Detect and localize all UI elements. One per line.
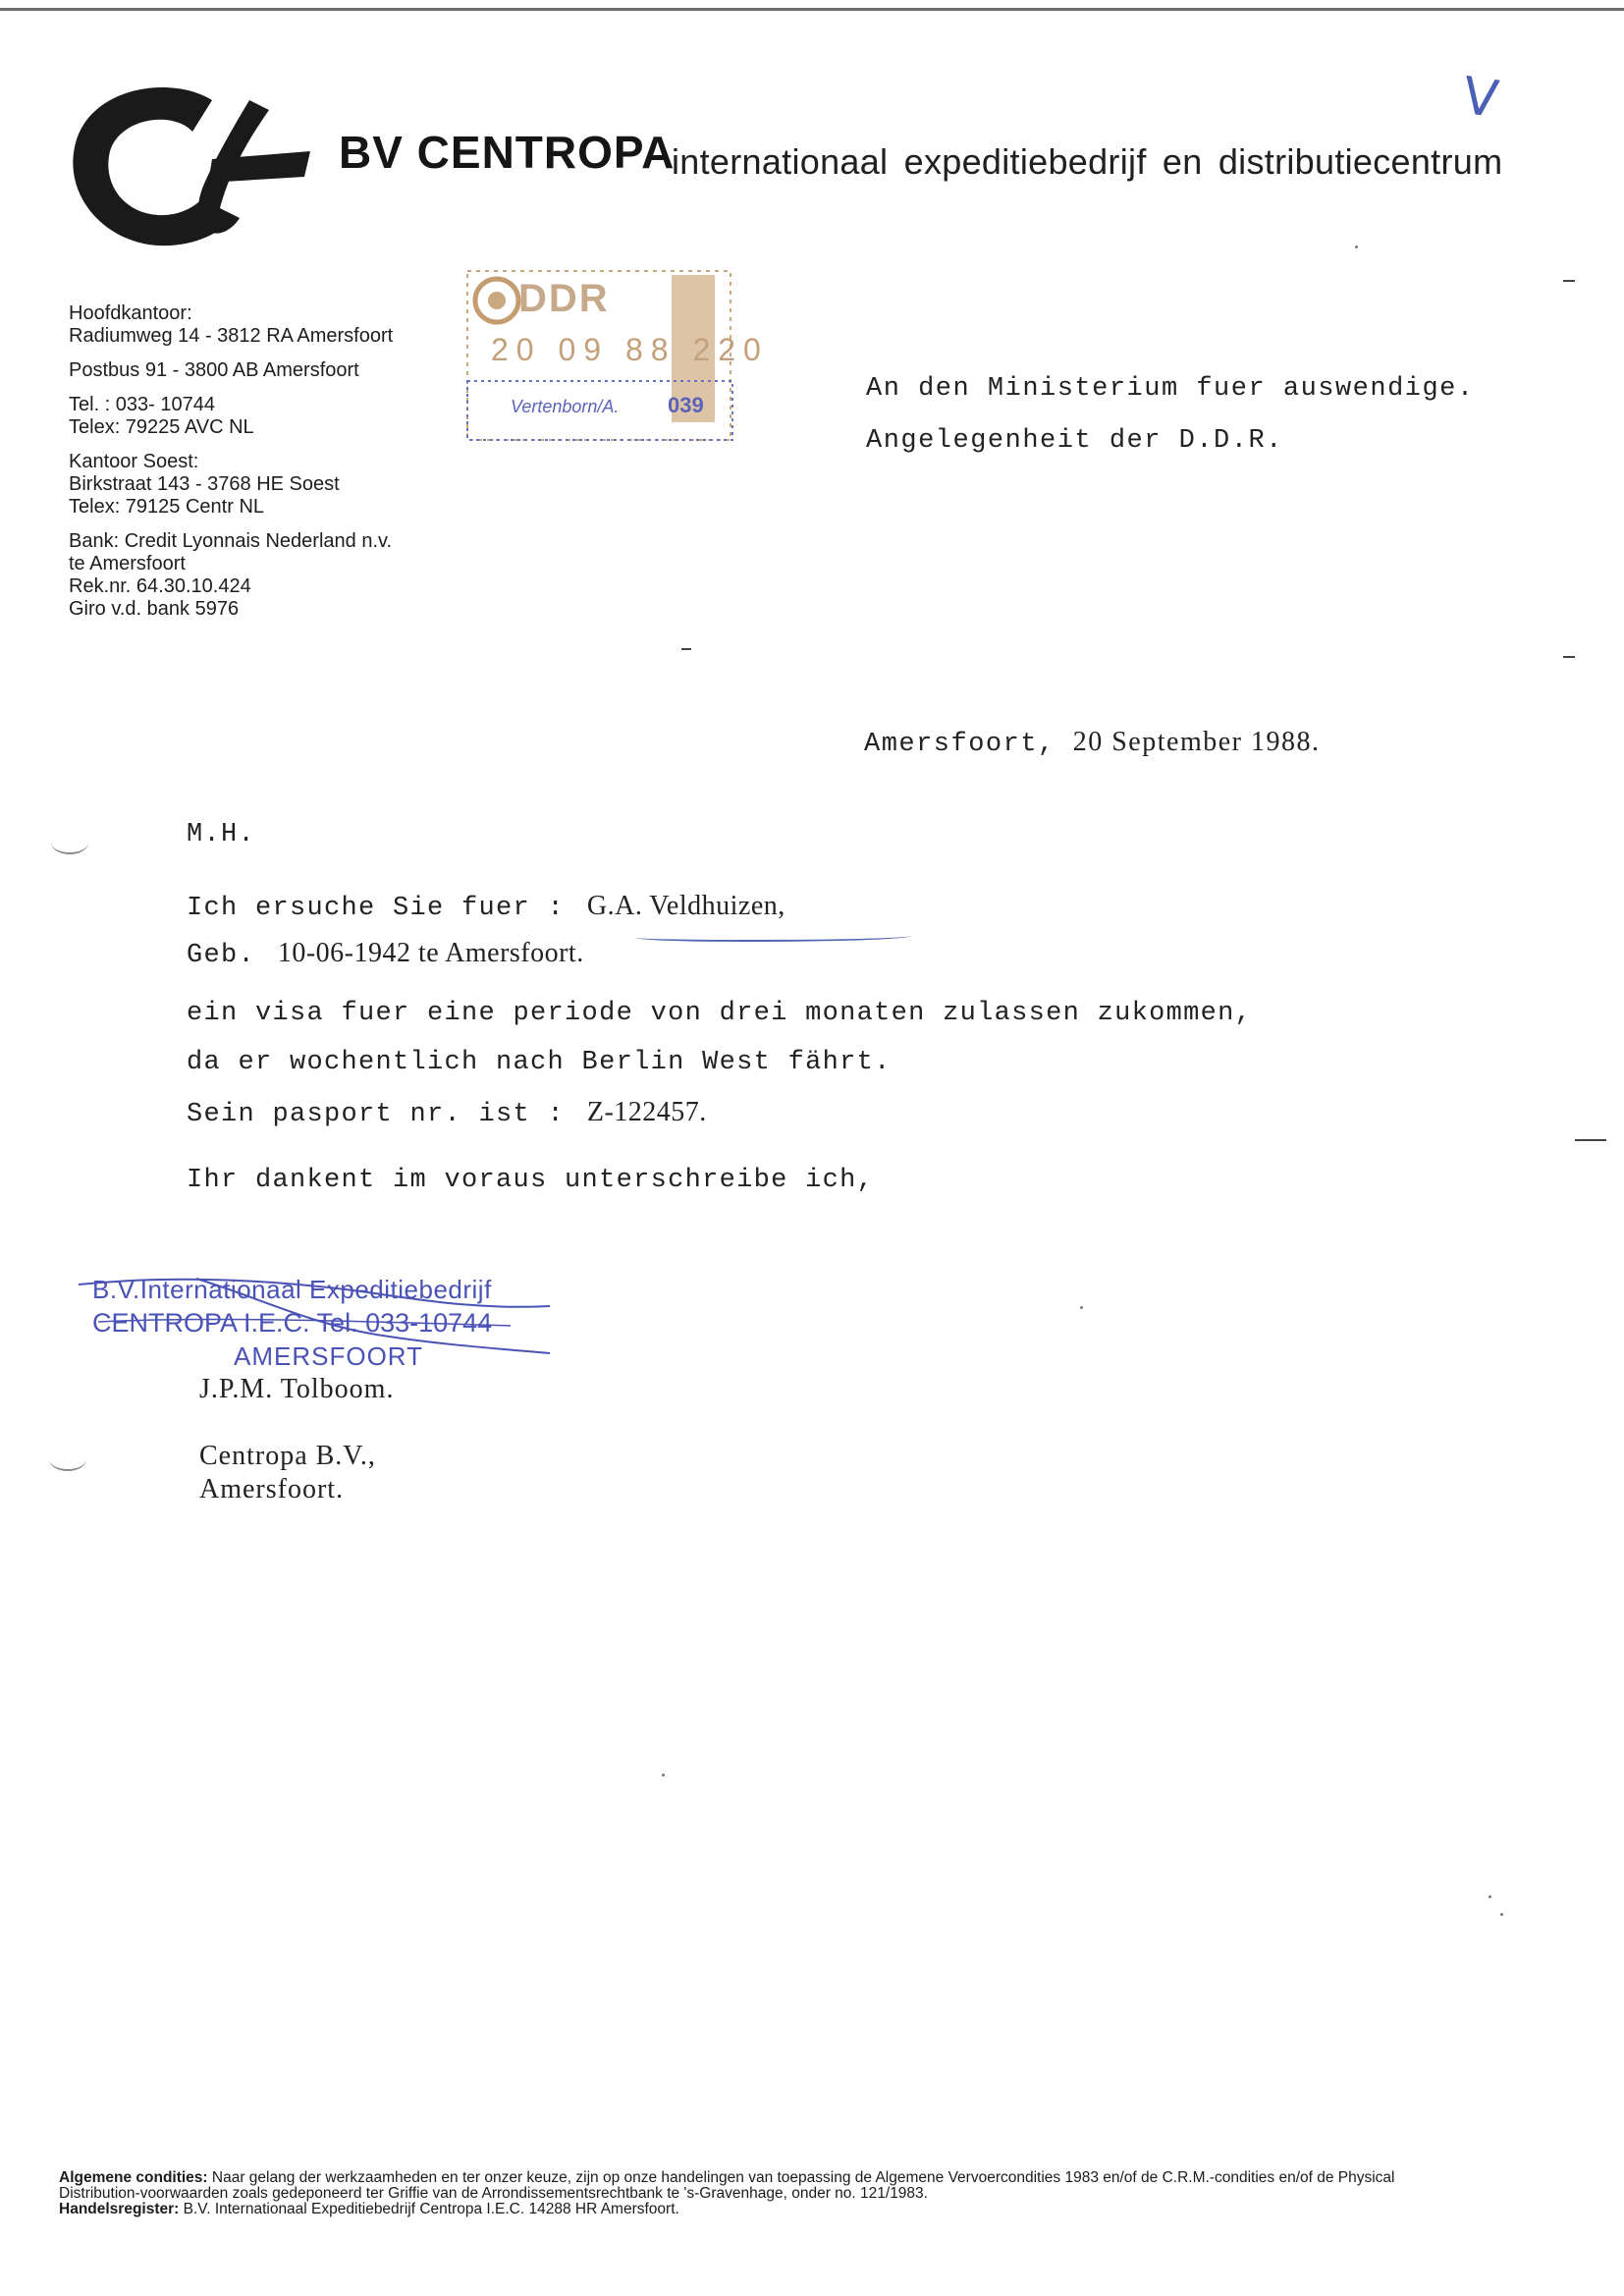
born-value: 10-06-1942 te Amersfoort.	[277, 938, 584, 968]
date-place: Amersfoort,	[864, 730, 1056, 759]
signature-scribble-icon	[59, 1267, 609, 1375]
register-label: Handelsregister:	[59, 2201, 180, 2217]
brand-tagline: internationaal expeditiebedrijf en distributiecentrum	[672, 141, 1503, 182]
signer-city: Amersfoort.	[199, 1474, 345, 1504]
punch-hole-icon	[51, 831, 88, 854]
conditions-line-2: Distribution-voorwaarden zoals gedeponeerd ter Griffie van de Arrondissementsrechtbank te 's-Gravenhage, onder no. 121/1983.	[59, 2185, 928, 2202]
passport-number: Z-122457.	[586, 1097, 707, 1127]
request-prefix: Ich ersuche Sie fuer :	[187, 894, 566, 923]
paper-speck	[1489, 1895, 1491, 1898]
birth-line	[187, 938, 584, 970]
office-line: Telex: 79225 AVC NL	[69, 416, 254, 438]
closing-line: Ihr dankent im voraus unterschreibe ich,	[187, 1166, 875, 1195]
fold-mark	[1575, 1139, 1606, 1141]
request-line	[187, 891, 785, 923]
office-line: Birkstraat 143 - 3768 HE Soest	[69, 473, 340, 495]
office-line: Radiumweg 14 - 3812 RA Amersfoort	[69, 325, 394, 347]
register-line	[59, 2202, 1551, 2217]
recipient-line-2: Angelegenheit der D.D.R.	[866, 426, 1283, 456]
postage-meter-stamp	[461, 263, 769, 446]
conditions-line	[59, 2170, 1551, 2186]
office-line: Telex: 79125 Centr NL	[69, 496, 265, 518]
recipient-line-1: An den Ministerium fuer auswendige.	[866, 374, 1475, 404]
office-line: te Amersfoort	[69, 553, 186, 574]
passport-prefix: Sein pasport nr. ist :	[187, 1100, 566, 1129]
born-prefix: Geb.	[187, 941, 256, 970]
company-address-block	[69, 302, 461, 632]
bank-block	[69, 530, 461, 621]
meter-place: Vertenborn/A.	[511, 397, 620, 416]
page-top-edge	[0, 8, 1624, 11]
travel-line: da er wochentlich nach Berlin West fährt.	[187, 1048, 892, 1077]
paper-speck	[1080, 1306, 1083, 1309]
office-line: Tel. : 033- 10744	[69, 394, 215, 415]
meter-code: 039	[668, 393, 704, 417]
date-value: 20 September 1988.	[1072, 727, 1321, 757]
letter-date	[864, 727, 1320, 759]
postbox-block	[69, 359, 461, 382]
page-footer	[59, 2170, 1551, 2217]
head-office-block	[69, 302, 461, 348]
conditions-label: Algemene condities:	[59, 2169, 208, 2186]
recipient-address	[866, 363, 1475, 467]
signer-company: Centropa B.V.,	[199, 1441, 376, 1471]
meter-date: 20 09 88 220	[491, 332, 769, 367]
fold-mark	[681, 648, 691, 650]
office-line: Giro v.d. bank 5976	[69, 598, 240, 620]
handwritten-underline	[636, 932, 911, 942]
office-line: Kantoor Soest:	[69, 451, 199, 472]
stamp-line-2: CENTROPA I.E.C. Tel. 033-10744	[92, 1308, 493, 1338]
paper-speck	[1500, 1913, 1503, 1916]
office-line: Hoofdkantoor:	[69, 302, 192, 324]
soest-office-block	[69, 451, 461, 519]
person-name: G.A. Veldhuizen,	[586, 891, 785, 921]
stamp-line-1: B.V.Internationaal Expeditiebedrijf	[92, 1275, 492, 1304]
punch-hole-icon	[49, 1448, 86, 1471]
conditions-text: Naar gelang der werkzaamheden en ter onzer keuze, zijn op onze handelingen van toepassing de Algemene Vervoercondities 1983 en/of de C.R.M.-condities en/of de Physical	[211, 2169, 1395, 2186]
register-text: B.V. Internationaal Expeditiebedrijf Centropa I.E.C. 14288 HR Amersfoort.	[183, 2201, 679, 2217]
salutation: M.H.	[187, 820, 256, 849]
company-rubber-stamp	[59, 1267, 609, 1375]
handwritten-check-mark: V	[1458, 66, 1502, 131]
office-line: Bank: Credit Lyonnais Nederland n.v.	[69, 530, 393, 552]
office-line: Rek.nr. 64.30.10.424	[69, 575, 251, 597]
signature-block	[199, 1373, 394, 1506]
brand-name: BV CENTROPA	[339, 127, 676, 178]
centropa-logo-icon	[65, 71, 320, 267]
signer-name: J.P.M. Tolboom.	[199, 1374, 395, 1404]
passport-line	[187, 1097, 707, 1129]
paper-speck	[662, 1774, 665, 1777]
fold-mark	[1563, 280, 1575, 282]
visa-line: ein visa fuer eine periode von drei monaten zulassen zukommen,	[187, 999, 1253, 1028]
meter-country: DDR	[518, 277, 610, 320]
stamp-line-3: AMERSFOORT	[234, 1341, 423, 1371]
paper-speck	[1355, 246, 1358, 248]
phone-block	[69, 394, 461, 439]
office-line: Postbus 91 - 3800 AB Amersfoort	[69, 359, 359, 381]
fold-mark	[1563, 656, 1575, 658]
